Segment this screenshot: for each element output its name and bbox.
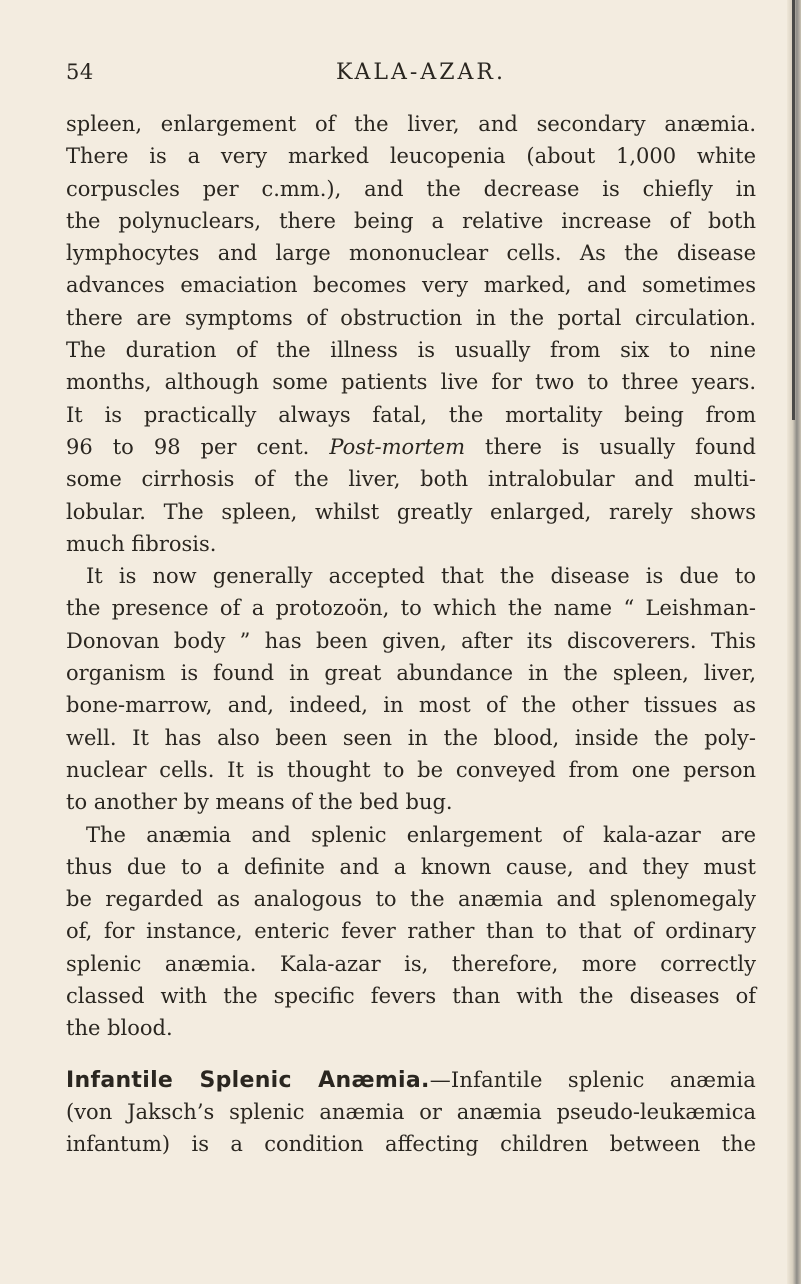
text-line: The anæmia and splenic enlargement of kala-azar are <box>86 822 756 847</box>
text-line: spleen, enlargement of the liver, and secondary anæmia. <box>66 112 756 136</box>
text-line: classed with the specific fevers than with the diseases of <box>66 984 756 1009</box>
text-segment: there is usually found <box>465 434 756 459</box>
text-line: It is now generally accepted that the disease is due to <box>86 564 756 589</box>
text-line: months, although some patients live for two to three years. <box>66 370 756 395</box>
text-line: of, for instance, enteric fever rather than to that of ordinary <box>66 919 756 944</box>
italic-term: Post-mortem <box>329 434 465 459</box>
paragraph-3 <box>66 819 756 1045</box>
text-line: the presence of a protozoön, to which the name “ Leishman- <box>66 596 756 621</box>
text-line: (von Jaksch’s splenic anæmia or anæmia pseudo-leukæmica <box>66 1099 756 1124</box>
paragraph-1 <box>66 108 756 560</box>
section-first-line <box>66 1064 756 1096</box>
text-line: It is practically always fatal, the mortality being from <box>66 402 756 427</box>
text-line: The duration of the illness is usually from six to nine <box>66 338 756 363</box>
page-edge-binding <box>792 0 795 420</box>
running-title: KALA-AZAR. <box>336 60 506 85</box>
text-line: the polynuclears, there being a relative increase of both <box>66 208 756 233</box>
text-line: bone-marrow, and, indeed, in most of the other tissues as <box>66 693 756 718</box>
text-line: much fibrosis. <box>66 531 217 556</box>
text-line: be regarded as analogous to the anæmia and splenomegaly <box>66 887 756 912</box>
section-spacer <box>66 1045 756 1064</box>
page-number: 54 <box>66 60 94 84</box>
text-line: infantum) is a condition affecting children between the <box>66 1132 756 1157</box>
text-line: There is a very marked leucopenia (about 1,000 white <box>66 144 756 169</box>
text-line: there are symptoms of obstruction in the portal circulation. <box>66 305 756 330</box>
text-line: the blood. <box>66 1016 173 1041</box>
text-line: some cirrhosis of the liver, both intralobular and multi- <box>66 467 756 492</box>
section-infantile-splenic-anaemia <box>66 1064 756 1161</box>
text-line: to another by means of the bed bug. <box>66 790 453 815</box>
text-line: well. It has also been seen in the blood, inside the poly- <box>66 725 756 750</box>
text-line: corpuscles per c.mm.), and the decrease is chiefly in <box>66 176 756 201</box>
text-segment: 96 to 98 per cent. <box>66 434 330 459</box>
text-line: advances emaciation becomes very marked, and sometimes <box>66 273 756 298</box>
text-line: lymphocytes and large mononuclear cells. As the disease <box>66 241 756 266</box>
text-line: Donovan body ” has been given, after its discoverers. This <box>66 628 756 653</box>
body-text <box>66 108 756 1161</box>
section-heading: Infantile Splenic Anæmia. <box>66 1067 430 1093</box>
text-line: splenic anæmia. Kala-azar is, therefore, more correctly <box>66 951 756 976</box>
text-line: thus due to a definite and a known cause, and they must <box>66 854 756 879</box>
paragraph-2 <box>66 560 756 818</box>
text-line-with-italic <box>66 431 756 463</box>
text-line: lobular. The spleen, whilst greatly enlarged, rarely shows <box>66 499 756 524</box>
text-line: organism is found in great abundance in the spleen, liver, <box>66 661 756 686</box>
page-header <box>66 60 756 90</box>
section-run-in-text: —Infantile splenic anæmia <box>429 1067 756 1092</box>
text-line: nuclear cells. It is thought to be conveyed from one person <box>66 757 756 782</box>
